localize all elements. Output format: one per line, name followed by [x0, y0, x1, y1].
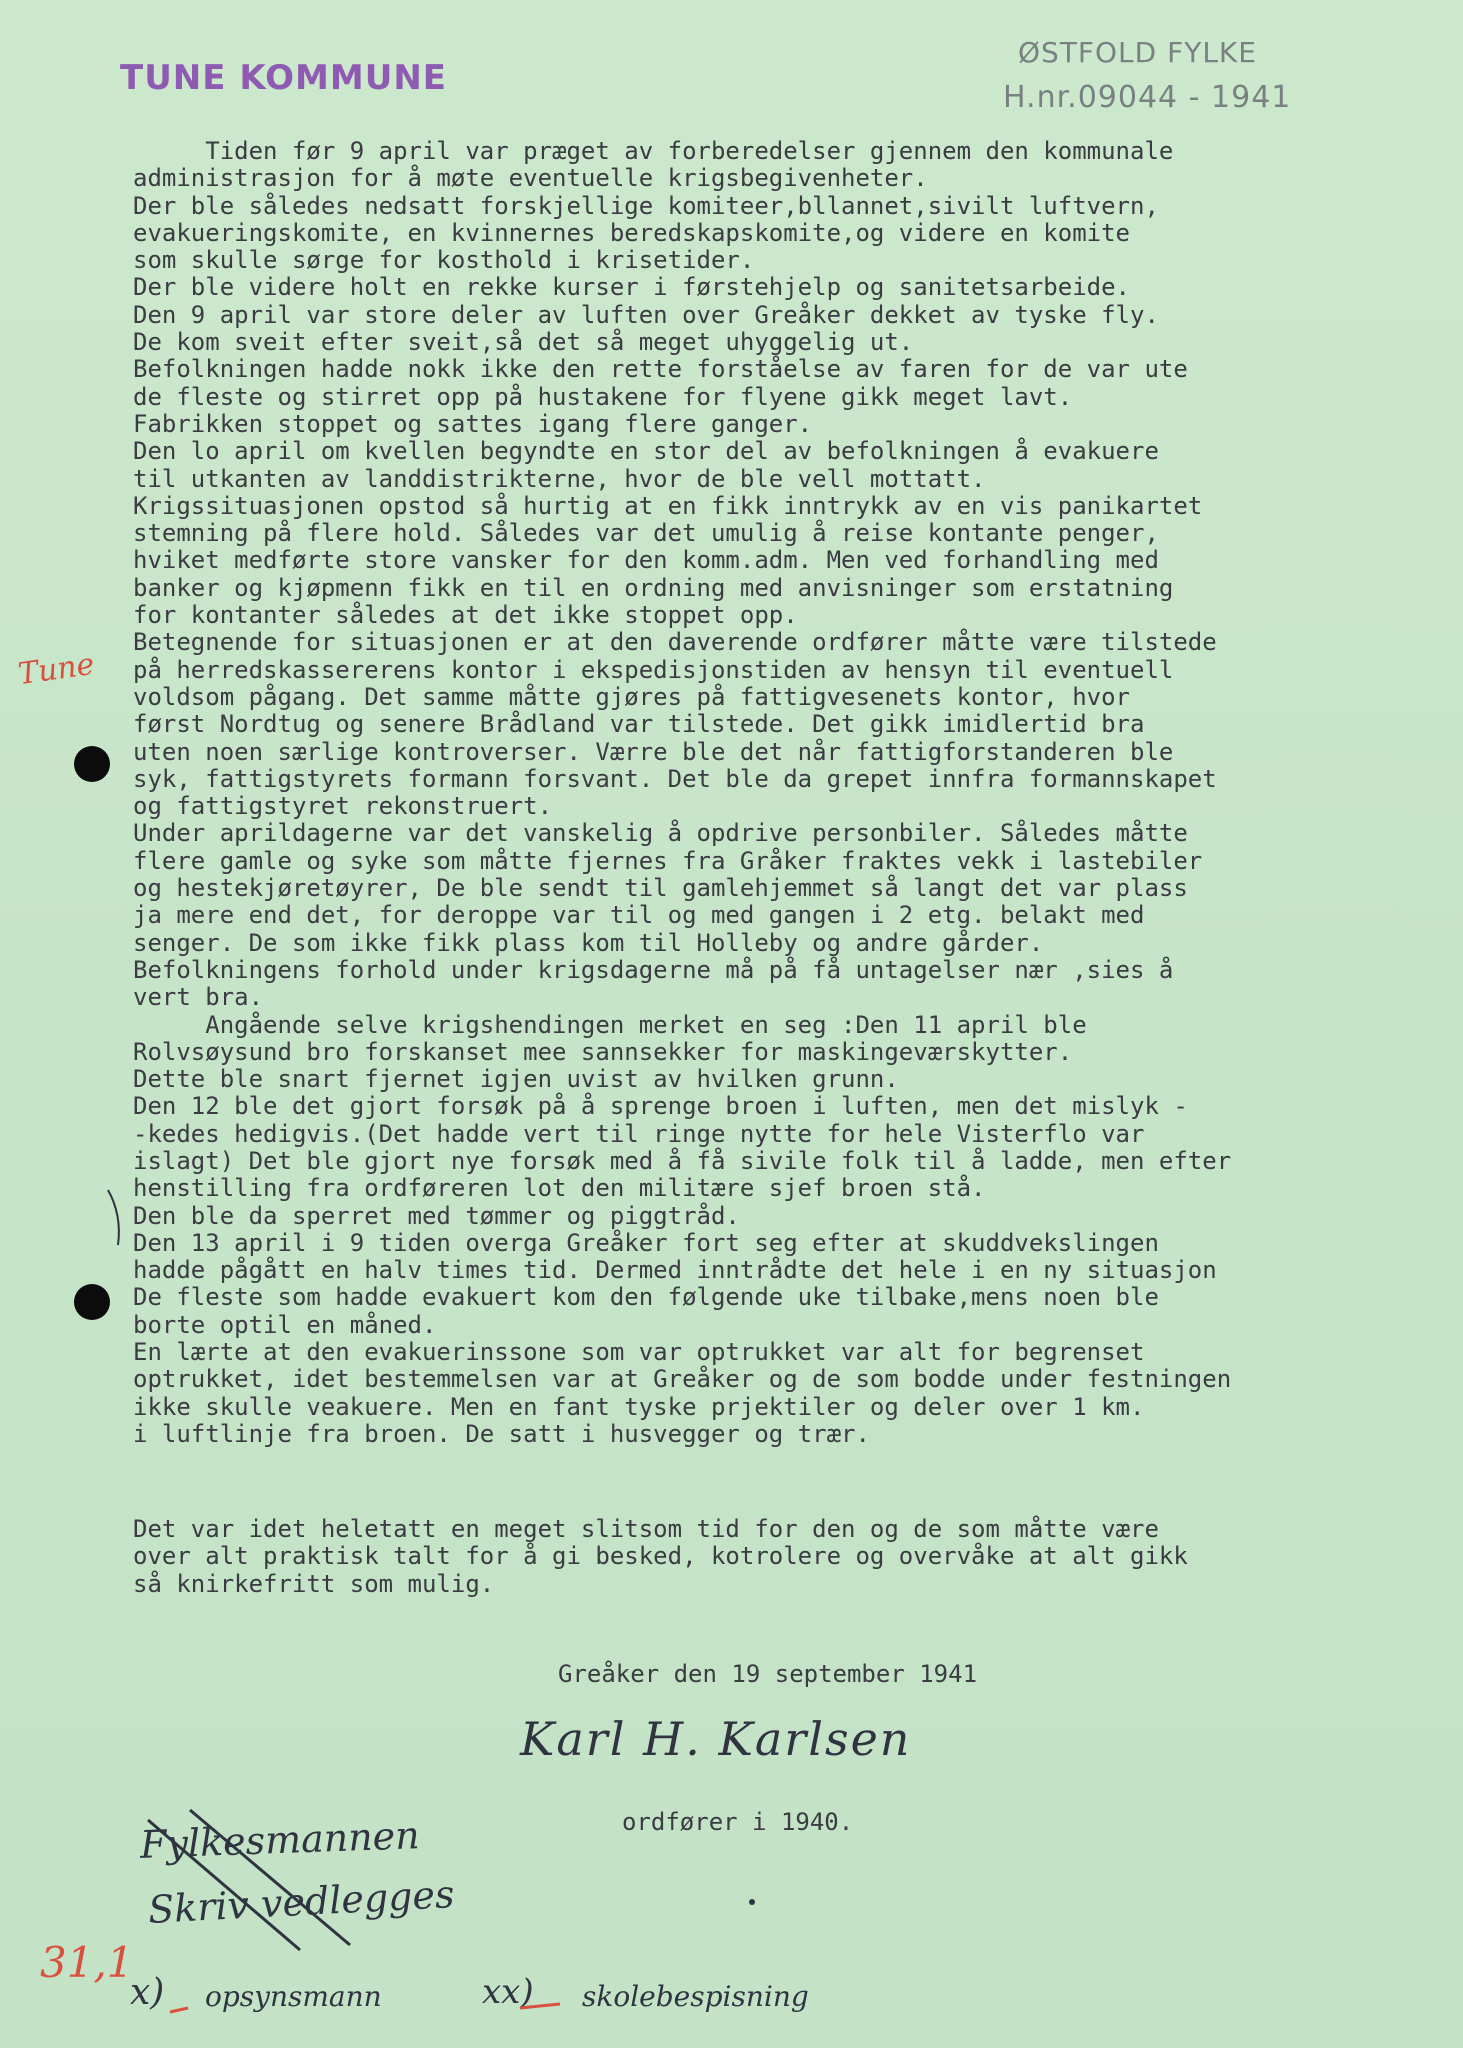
body-line: De kom sveit efter sveit,så det så meget uhyggelig ut.	[133, 328, 914, 357]
body-line: i luftlinje fra broen. De satt i husvegger og trær.	[133, 1419, 870, 1448]
body-line: evakueringskomite, en kvinnernes beredskapskomite,og videre en komite	[133, 218, 1130, 247]
closing-line: over alt praktisk talt for å gi besked, kotrolere og overvåke at alt gikk	[133, 1542, 1188, 1571]
handwritten-fylkesmannen: Fylkesmannen	[139, 1813, 421, 1867]
municipality-stamp: TUNE KOMMUNE	[120, 58, 447, 98]
body-line: Der ble videre holt en rekke kurser i førstehjelp og sanitetsarbeide.	[133, 273, 1130, 302]
closing-line: Det var idet heletatt en meget slitsom tid for den og de som måtte være	[133, 1515, 1159, 1543]
body-line: islagt) Det ble gjort nye forsøk med å få sivile folk til å ladde, men efter	[133, 1146, 1232, 1175]
body-line: voldsom pågang. Det samme måtte gjøres på fattigvesenets kontor, hvor	[133, 682, 1130, 711]
body-line: hadde pågått en halv times tid. Dermed inntrådte det hele i en ny situasjon	[133, 1256, 1217, 1285]
body-line: Den 12 ble det gjort forsøk på å sprenge broen i luften, men det mislyk -	[133, 1092, 1188, 1121]
place-date: Greåker den 19 september 1941	[558, 1660, 978, 1688]
body-line: vert bra.	[133, 983, 264, 1012]
body-line: senger. De som ikke fikk plass kom til Holleby og andre gårder.	[133, 928, 1044, 957]
body-line: En lærte at den evakuerinssone som var optrukket var alt for begrenset	[133, 1338, 1145, 1367]
footnote-two-text: skolebespisning	[582, 1980, 809, 2013]
body-line: Krigssituasjonen opstod så hurtig at en fikk inntrykk av en vis panikartet	[133, 491, 1203, 520]
body-line: -kedes hedigvis.(Det hadde vert til ringe nytte for hele Visterflo var	[133, 1119, 1145, 1148]
body-line: De fleste som hadde evakuert kom den følgende uke tilbake,mens noen ble	[133, 1283, 1159, 1312]
body-line: administrasjon for å møte eventuelle krigsbegivenheter.	[133, 164, 928, 193]
body-line: stemning på flere hold. Således var det umulig å reise kontante penger,	[133, 519, 1159, 548]
body-line: Under aprildagerne var det vanskelig å opdrive personbiler. Således måtte	[133, 819, 1188, 848]
margin-red-note: Tune	[15, 646, 97, 693]
body-line: de fleste og stirret opp på hustakene for flyene gikk meget lavt.	[133, 382, 1073, 411]
body-line: Den lo april om kvellen begyndte en stor del av befolkningen å evakuere	[133, 437, 1159, 466]
body-line: Befolkningen hadde nokk ikke den rette forståelse av faren for de var ute	[133, 355, 1188, 384]
footnote-two-underline	[520, 2004, 560, 2008]
body-line: Betegnende for situasjonen er at den daverende ordfører måtte være tilstede	[133, 628, 1217, 657]
body-line: banker og kjøpmenn fikk en til en ordning med anvisninger som erstatning	[133, 573, 1174, 602]
body-line: Tiden før 9 april var præget av forberedelser gjennem den kommunale	[133, 137, 1174, 165]
body-line: ikke skulle veakuere. Men en fant tyske prjektiler og deler over 1 km.	[133, 1392, 1145, 1421]
handwritten-skriv-vedlegges: Skriv vedlegges	[147, 1872, 456, 1932]
archive-stamp-county: ØSTFOLD FYLKE	[1018, 36, 1257, 69]
body-line: og hestekjøretøyrer, De ble sendt til gamlehjemmet så langt det var plass	[133, 874, 1188, 903]
body-line: syk, fattigstyrets formann forsvant. Det ble da grepet innfra formannskapet	[133, 764, 1217, 793]
body-line: Angående selve krigshendingen merket en seg :Den 11 april ble	[133, 1010, 1087, 1039]
page-number: 31,1	[40, 1938, 134, 1987]
body-line: og fattigstyret rekonstruert.	[133, 792, 553, 821]
body-line: borte optil en måned.	[133, 1310, 437, 1339]
body-line: henstilling fra ordføreren lot den militære sjef broen stå.	[133, 1174, 986, 1203]
body-line: først Nordtug og senere Brådland var tilstede. Det gikk imidlertid bra	[133, 710, 1145, 739]
footnote-one-underline	[170, 2008, 188, 2012]
body-line: Den 9 april var store deler av luften over Greåker dekket av tyske fly.	[133, 300, 1159, 329]
body-line: til utkanten av landdistrikterne, hvor de ble vell mottatt.	[133, 464, 986, 493]
body-line: Den 13 april i 9 tiden overga Greåker fort seg efter at skuddvekslingen	[133, 1228, 1159, 1257]
body-line: Rolvsøysund bro forskanset mee sannsekker for maskingeværskytter.	[133, 1037, 1073, 1066]
body-line: som skulle sørge for kosthold i krisetider.	[133, 246, 755, 275]
footnote-two-mark: xx)	[482, 1972, 534, 2012]
body-line: på herredskassererens kontor i ekspedisjonstiden av hensyn til eventuell	[133, 655, 1174, 684]
body-line: Dette ble snart fjernet igjen uvist av hvilken grunn.	[133, 1065, 899, 1094]
signer-title: ordfører i 1940.	[622, 1808, 854, 1836]
body-line: Der ble således nedsatt forskjellige komiteer,bllannet,sivilt luftvern,	[133, 191, 1159, 220]
body-line: uten noen særlige kontroverser. Værre ble det når fattigforstanderen ble	[133, 737, 1174, 766]
ink-dot	[749, 1899, 755, 1905]
footnote-one-text: opsynsmann	[205, 1980, 382, 2013]
body-line: Den ble da sperret med tømmer og piggtråd.	[133, 1201, 740, 1230]
body-line: Fabrikken stoppet og sattes igang flere ganger.	[133, 409, 813, 438]
archive-stamp-number: H.nr.09044 - 1941	[1003, 80, 1292, 115]
signature: Karl H. Karlsen	[520, 1712, 912, 1766]
closing-line: så knirkefritt som mulig.	[133, 1569, 495, 1598]
body-line: ja mere end det, for deroppe var til og med gangen i 2 etg. belakt med	[133, 901, 1145, 930]
body-line: optrukket, idet bestemmelsen var at Greåker og de som bodde under festningen	[133, 1365, 1232, 1394]
body-line: for kontanter således at det ikke stoppet opp.	[133, 601, 798, 630]
body-line: Befolkningens forhold under krigsdagerne må på få untagelser nær ,sies å	[133, 955, 1174, 984]
margin-bracket-mark	[108, 1190, 119, 1245]
body-line: hviket medførte store vansker for den komm.adm. Men ved forhandling med	[133, 546, 1159, 575]
body-line: flere gamle og syke som måtte fjernes fra Gråker fraktes vekk i lastebiler	[133, 846, 1203, 875]
footnote-one-mark: x)	[130, 1972, 165, 2013]
